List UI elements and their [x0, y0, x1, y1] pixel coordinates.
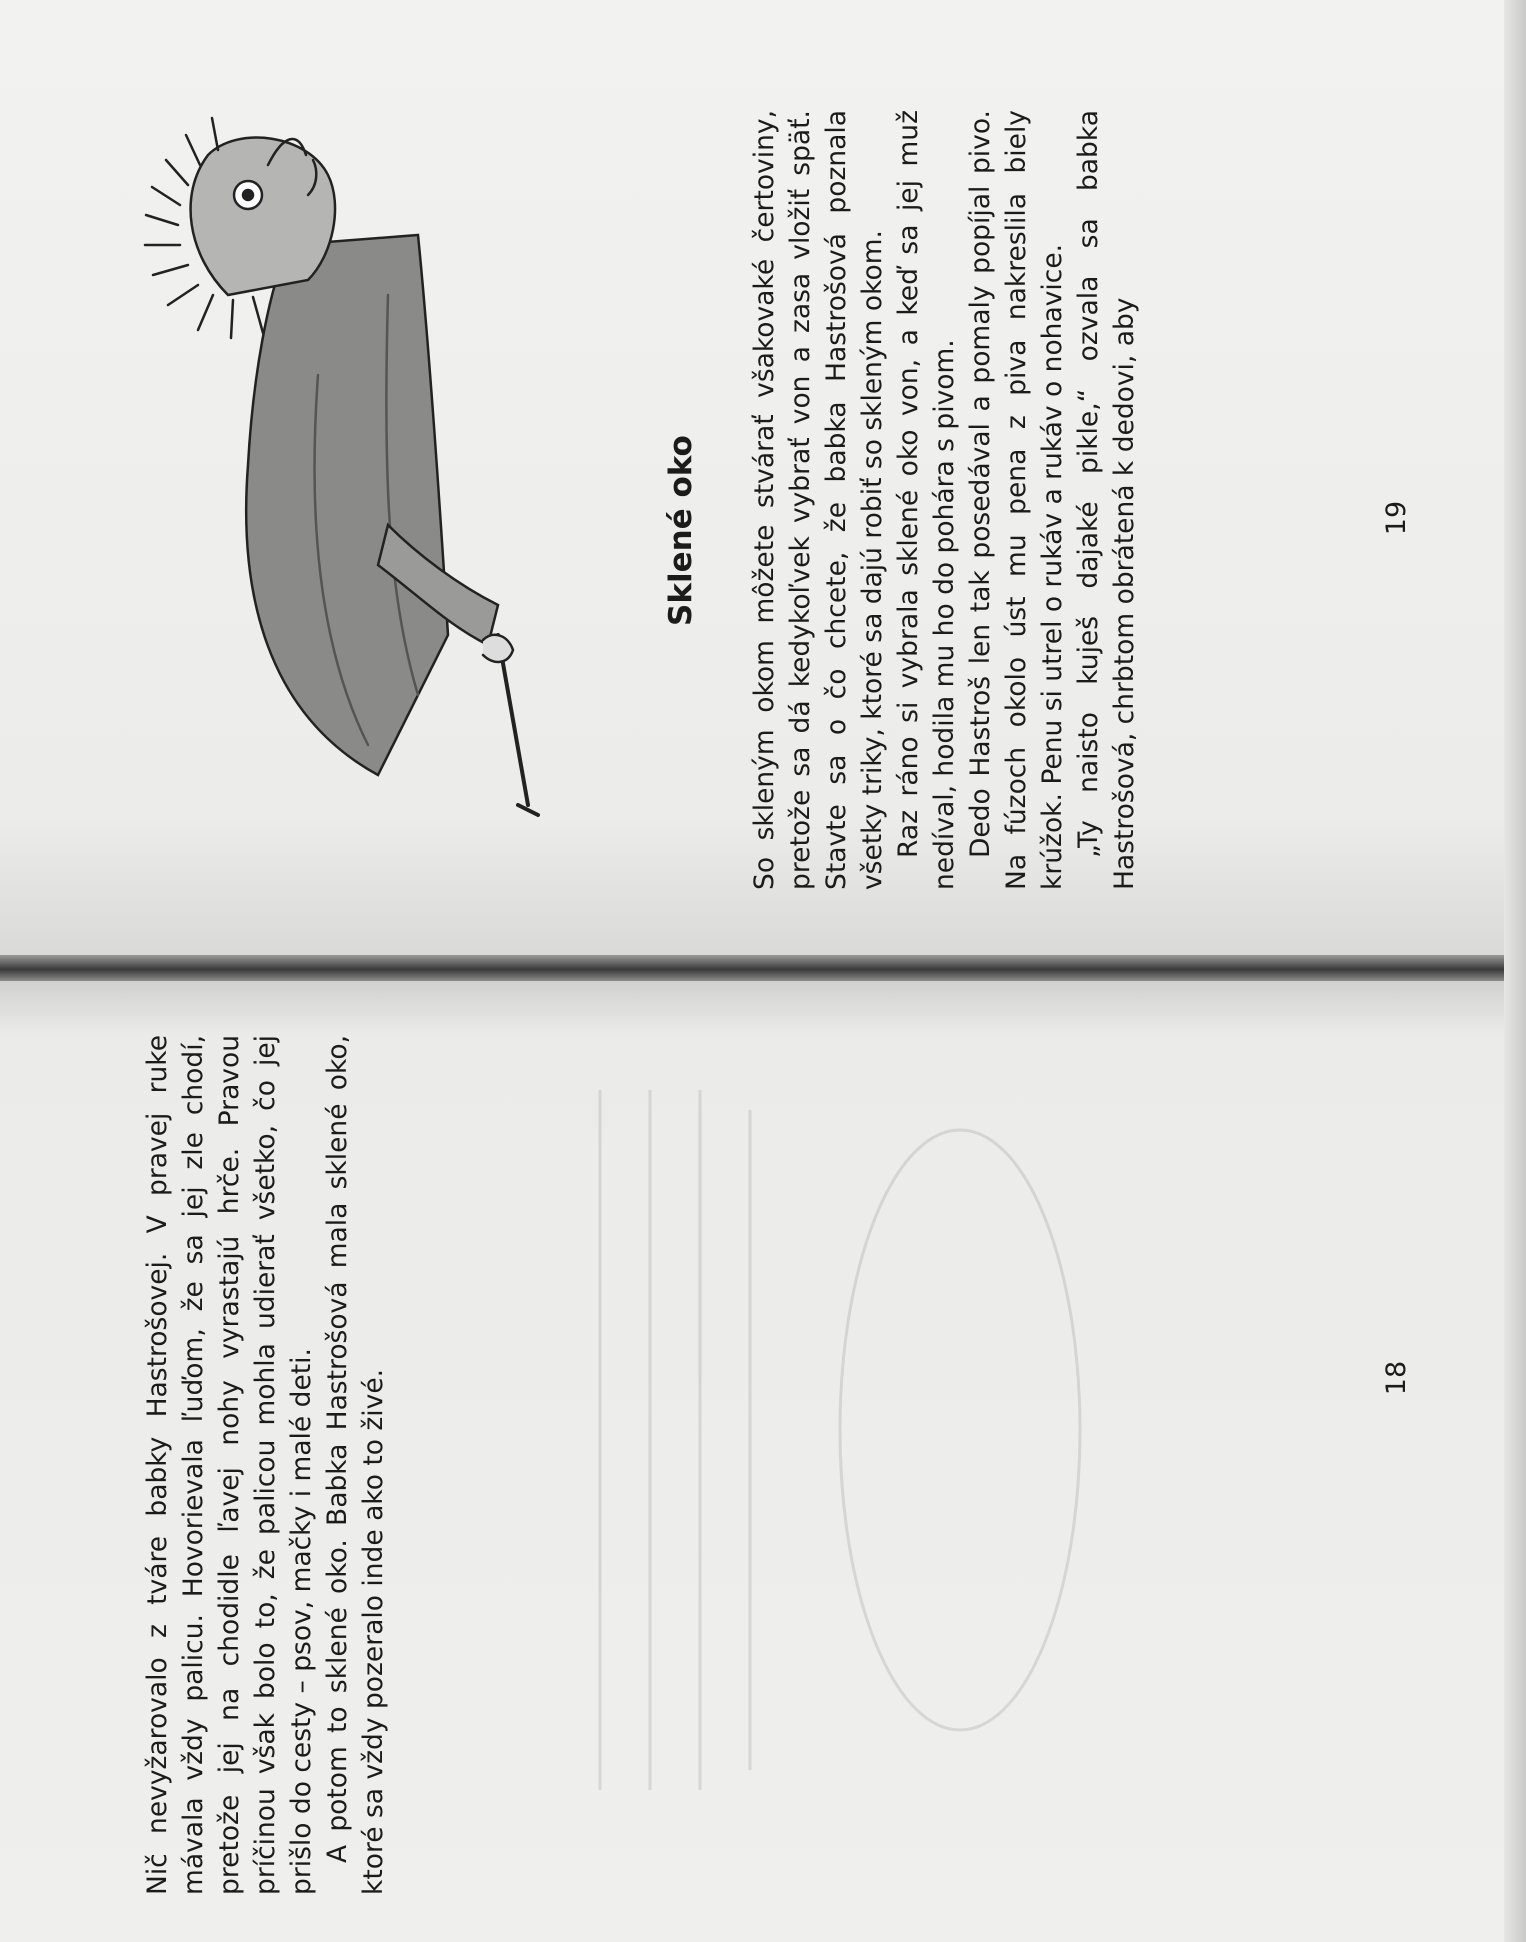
page-edge	[1504, 0, 1526, 1942]
illustration-old-woman	[118, 85, 558, 895]
page-number: 19	[1381, 500, 1412, 536]
paragraph: Raz ráno si vybrala sklené oko von, a keď sa jej muž nedíval, hodila mu ho do pohára s pivom.	[893, 110, 960, 890]
paragraph: Dedo Hastroš len tak posedával a pomaly popíjal pivo. Na fúzoch okolo úst mu pena z piva nakreslila biely krúžok. Penu si utrel o rukáv a rukáv o nohavice.	[965, 110, 1068, 890]
page-number: 18	[1381, 1360, 1412, 1396]
paragraph: „Ty naisto kuješ dajaké pikle,“ ozvala sa babka Hastrošová, chrbtom obrátená k dedovi, aby	[1073, 110, 1140, 890]
book-gutter	[0, 955, 1526, 981]
show-through-shadow	[540, 990, 1100, 1870]
page-19-text	[747, 110, 1143, 890]
paragraph: Nič nevyžarovalo z tváre babky Hastrošovej. V pravej ruke mávala vždy palicu. Hovorievala ľuďom, že sa jej zle chodí, pretože jej na chodidle ľavej nohy vyrastajú hrče. Pravou príčinou však bolo to, že palicou mohla udierať všetko, čo jej prišlo do cesty – psov, mačky i malé deti.	[142, 1035, 317, 1895]
page-18-text	[140, 1035, 392, 1895]
paragraph: So skleným okom môžete stvárať všakovaké čertoviny, pretože sa dá kedykoľvek vybrať von a zasa vložiť späť. Stavte sa o čo chcete, že babka Hastrošová poznala všetky triky, ktoré sa dajú robiť so skleným okom.	[749, 110, 888, 890]
chapter-heading: Sklené oko	[663, 435, 699, 626]
paragraph: A potom to sklené oko. Babka Hastrošová mala sklené oko, ktoré sa vždy pozeralo inde ako to živé.	[322, 1035, 389, 1895]
